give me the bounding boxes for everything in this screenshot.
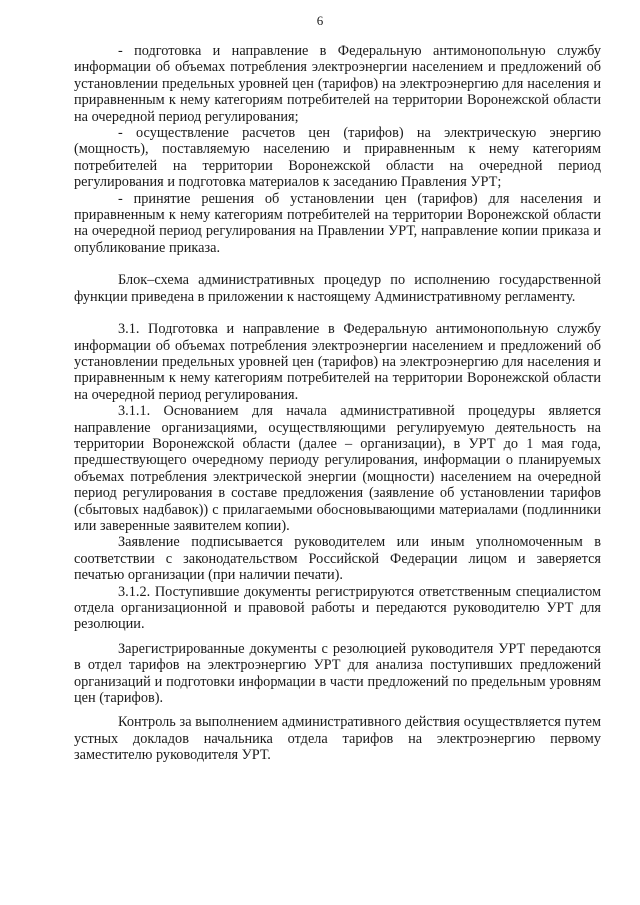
paragraph-control: Контроль за выполнением административного действия осуществляется путем устных докладов начальника отдела тарифов на электроэнергию первому заместителю руководителя УРТ. [74, 714, 601, 764]
paragraph-section-3-1-2: 3.1.2. Поступившие документы регистрируются ответственным специалистом отдела организационной и правовой работы и передаются руководителю УРТ для резолюции. [74, 583, 601, 633]
spacer [74, 706, 601, 714]
paragraph-registered-documents: Зарегистрированные документы с резолюцией руководителя УРТ передаются в отдел тарифов на электроэнергию УРТ для анализа поступивших предложений организаций и подготовки информации в части предложений по предельным уровням цен (тарифов). [74, 640, 601, 707]
paragraph-application-signing: Заявление подписывается руководителем или иным уполномоченным в соответствии с законодательством Российской Федерации лицом и заверяется печатью организации (при наличии печати). [74, 534, 601, 584]
spacer [74, 256, 601, 272]
paragraph-section-3-1-1: 3.1.1. Основанием для начала административной процедуры является направление организациями, осуществляющими регулируемую деятельность на территории Воронежской области (далее – организации), в УРТ до 1 мая года, предшествующего очередному периоду регулирования, информации о планируемых объемах потребления электрической энергии (мощности) населением на очередной период регулирования в составе предложения (заявление об установлении тарифов (сбытовых надбавок)) с прилагаемыми обосновывающими материалами (подлинники или заверенные заявителем копии). [74, 403, 601, 534]
paragraph-list-item-2: - осуществление расчетов цен (тарифов) на электрическую энергию (мощность), поставляемую населению и приравненным к нему категориям потребителей на территории Воронежской области на очередной период регулирования и подготовка материалов к заседанию Правления УРТ; [74, 125, 601, 191]
spacer [74, 633, 601, 641]
document-body [74, 43, 601, 764]
page-number: 6 [316, 13, 324, 28]
paragraph-section-3-1: 3.1. Подготовка и направление в Федеральную антимонопольную службу информации об объемах потребления электроэнергии населением и предложений об установлении предельных уровней цен (тарифов) на электроэнергию для населения и приравненным к нему категориям потребителей на территории Воронежской области на очередной период регулирования. [74, 321, 601, 403]
paragraph-list-item-1: - подготовка и направление в Федеральную антимонопольную службу информации об объемах потребления электроэнергии населением и предложений об установлении предельных уровней цен (тарифов) на электроэнергию для населения и приравненным к нему категориям потребителей на территории Воронежской области на очередной период регулирования; [74, 43, 601, 125]
paragraph-block-scheme: Блок–схема административных процедур по исполнению государственной функции приведена в приложении к настоящему Административному регламенту. [74, 272, 601, 305]
spacer [74, 305, 601, 321]
paragraph-list-item-3: - принятие решения об установлении цен (тарифов) для населения и приравненным к нему категориям потребителей на территории Воронежской области на очередной период регулирования на Правлении УРТ, направление копии приказа и опубликование приказа. [74, 190, 601, 256]
